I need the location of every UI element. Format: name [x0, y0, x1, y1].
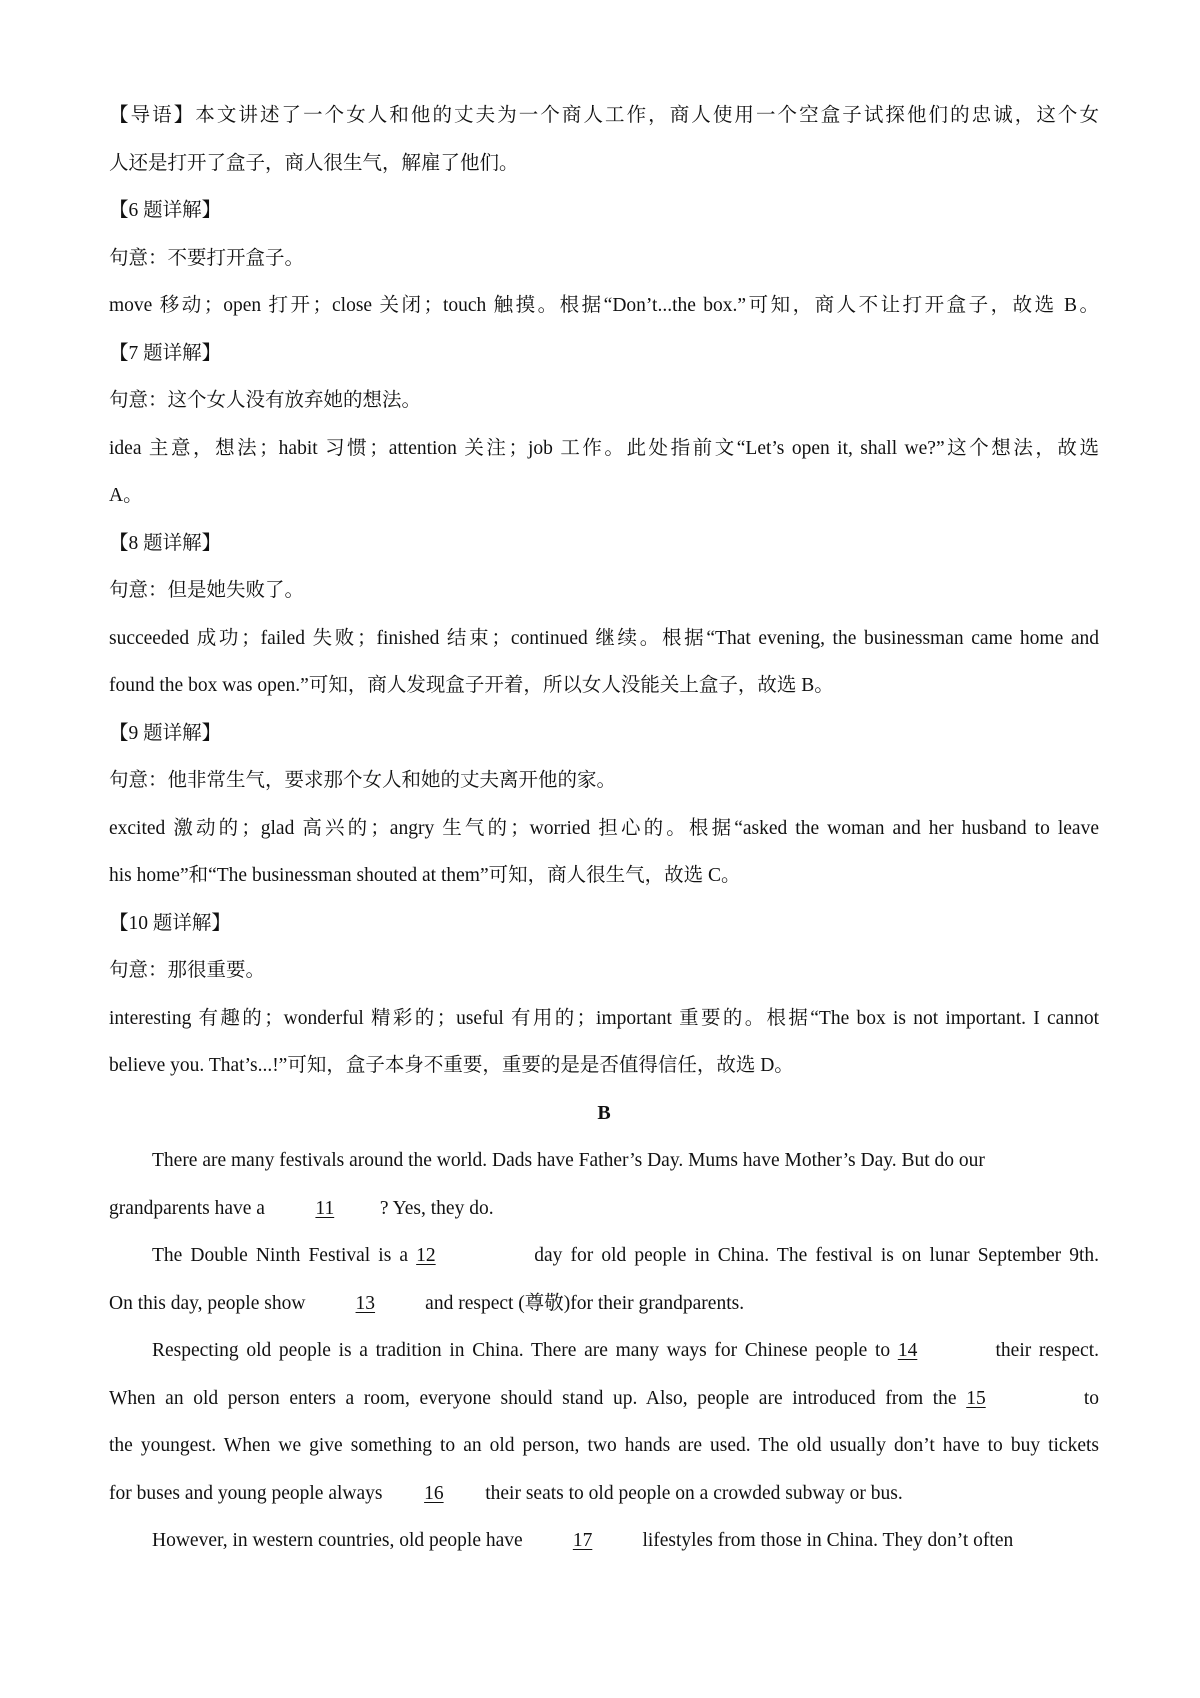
- passage-text: The Double Ninth Festival is a: [152, 1245, 417, 1266]
- passage-text: their respect.: [987, 1340, 1099, 1361]
- passage-p1-line-1: There are many festivals around the world. Dads have Father’s Day. Mums have Mother’s Day. But do our: [152, 1150, 985, 1171]
- q8-explanation-line-1: succeeded 成功；failed 失败；finished 结束；continued 继续。根据“That evening, the businessman came home and: [109, 627, 1099, 649]
- q6-explanation: move 移动；open 打开；close 关闭；touch 触摸。根据“Don’t...the box.”可知，商人不让打开盒子，故选 B。: [109, 295, 1099, 316]
- passage-text: ? Yes, they do.: [379, 1197, 494, 1219]
- passage-text: day for old people in China. The festival is on lunar September 9th.: [526, 1245, 1099, 1266]
- q6-meaning: 句意：不要打开盒子。: [109, 247, 305, 269]
- q10-heading: 【10 题详解】: [109, 912, 231, 934]
- section-b-title: B: [597, 1101, 611, 1124]
- passage-p3-line-4: [109, 1470, 1099, 1518]
- passage-text: to: [1074, 1387, 1099, 1409]
- passage-text: for buses and young people always: [109, 1482, 388, 1504]
- passage-text: However, in western countries, old people have: [152, 1530, 528, 1551]
- passage-text: lifestyles from those in China. They don’t often: [637, 1530, 1014, 1551]
- passage-text: Respecting old people is a tradition in China. There are many ways for Chinese people to: [152, 1340, 898, 1361]
- q8-meaning: 句意：但是她失败了。: [109, 580, 305, 601]
- q9-meaning: 句意：他非常生气，要求那个女人和她的丈夫离开他的家。: [109, 770, 617, 791]
- passage-p1-line-2: [109, 1185, 1099, 1233]
- q9-explanation-line-1: excited 激动的；glad 高兴的；angry 生气的；worried 担心的。根据“asked the woman and her husband to leave: [109, 817, 1099, 839]
- passage-p4-line-1: [109, 1517, 1099, 1565]
- passage-text: their seats to old people on a crowded subway or bus.: [480, 1482, 903, 1504]
- intro-line-1: 【导语】本文讲述了一个女人和他的丈夫为一个商人工作，商人使用一个空盒子试探他们的忠诚，这个女: [109, 105, 1099, 126]
- passage-text: On this day, people show: [109, 1292, 311, 1314]
- q10-meaning: 句意：那很重要。: [109, 960, 266, 981]
- blank-16: 16: [424, 1482, 444, 1504]
- blank-14: 14: [897, 1340, 918, 1361]
- q7-heading: 【7 题详解】: [109, 342, 222, 364]
- blank-17: 17: [572, 1530, 593, 1551]
- q7-explanation-line-1: idea 主意，想法；habit 习惯；attention 关注；job 工作。此处指前文“Let’s open it, shall we?”这个想法，故选: [109, 437, 1099, 459]
- passage-text: When an old person enters a room, everyone should stand up. Also, people are introduced from the: [109, 1387, 967, 1409]
- q6-heading: 【6 题详解】: [109, 200, 222, 221]
- q7-meaning: 句意：这个女人没有放弃她的想法。: [109, 390, 422, 411]
- q10-explanation-line-1: interesting 有趣的；wonderful 精彩的；useful 有用的；important 重要的。根据“The box is not important. I cannot: [109, 1007, 1099, 1029]
- intro-line-2: 人还是打开了盒子，商人很生气，解雇了他们。: [109, 152, 519, 174]
- q10-explanation-line-2: believe you. That’s...!”可知，盒子本身不重要，重要的是是否值得信任，故选 D。: [109, 1055, 794, 1076]
- blank-13: 13: [355, 1292, 376, 1314]
- passage-p2-line-1: [109, 1232, 1099, 1280]
- passage-p3-line-2: [109, 1375, 1099, 1423]
- q7-explanation-line-2: A。: [109, 485, 143, 506]
- passage-text: and respect (尊敬)for their grandparents.: [420, 1292, 745, 1314]
- passage-p3-line-3: the youngest. When we give something to an old person, two hands are used. The old usually don’t have to buy tickets: [109, 1435, 1099, 1456]
- passage-text: grandparents have a: [109, 1197, 270, 1219]
- document-page: [109, 92, 1099, 1565]
- passage-p3-line-1: [109, 1327, 1099, 1375]
- q9-explanation-line-2: his home”和“The businessman shouted at them”可知，商人很生气，故选 C。: [109, 865, 741, 886]
- blank-11: 11: [315, 1197, 335, 1219]
- q9-heading: 【9 题详解】: [109, 722, 222, 744]
- blank-12: 12: [416, 1245, 436, 1266]
- blank-15: 15: [966, 1387, 986, 1409]
- q8-heading: 【8 题详解】: [109, 532, 222, 554]
- passage-p2-line-2: [109, 1280, 1099, 1328]
- q8-explanation-line-2: found the box was open.”可知，商人发现盒子开着，所以女人没能关上盒子，故选 B。: [109, 675, 834, 696]
